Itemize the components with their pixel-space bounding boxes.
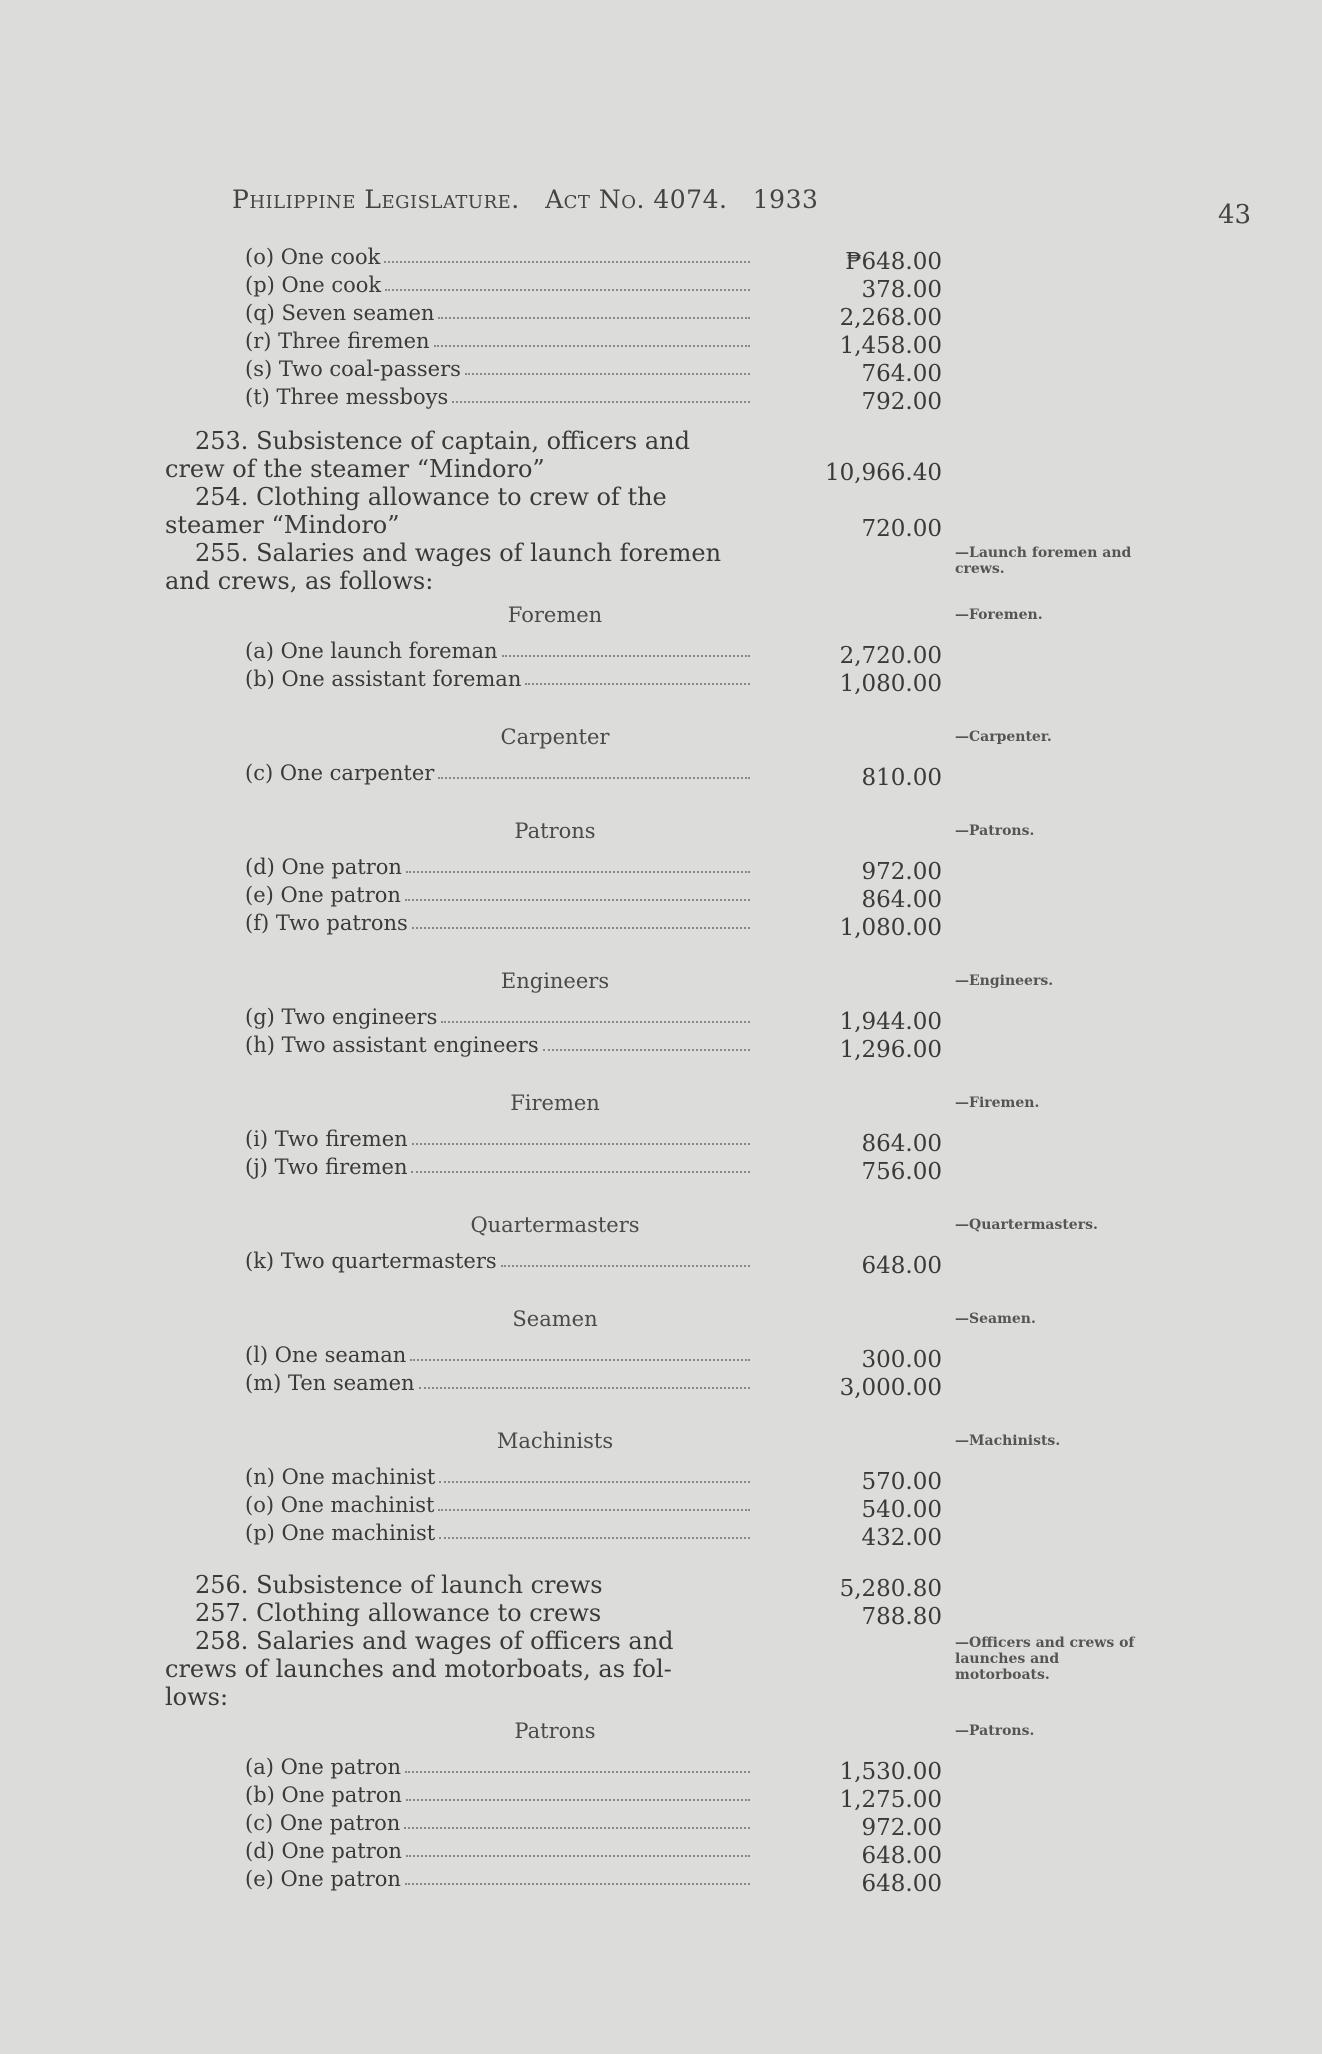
paragraph-line: crews of launches and motorboats, as fol- — [165, 1655, 672, 1683]
dot-leader — [441, 1021, 750, 1023]
paragraph-line: lows: — [165, 1683, 229, 1711]
item-label-line — [245, 385, 750, 409]
dot-leader — [438, 1509, 750, 1511]
item-amount: 2,268.00 — [839, 305, 942, 331]
list-item — [0, 1783, 1322, 1811]
dot-leader — [501, 1265, 750, 1267]
margin-note: —Quartermasters. — [955, 1217, 1098, 1233]
item-label-line — [245, 357, 750, 381]
section-heading — [0, 1205, 1322, 1249]
item-label-line — [245, 1249, 750, 1273]
dot-leader — [434, 345, 750, 347]
running-header — [232, 185, 818, 214]
item-amount: 764.00 — [861, 361, 942, 387]
list-item — [0, 639, 1322, 667]
item-label-line — [245, 1005, 750, 1029]
paragraph-text — [165, 483, 750, 539]
dot-leader — [452, 401, 750, 403]
item-label: (k) Two quartermasters — [245, 1249, 497, 1273]
margin-note: —Launch foremen and crews. — [955, 545, 1132, 577]
item-label-line — [245, 761, 750, 785]
item-label-line — [245, 1521, 750, 1545]
margin-note: —Carpenter. — [955, 729, 1052, 745]
list-item — [0, 1493, 1322, 1521]
paragraph-item — [0, 427, 1322, 486]
item-label-line — [245, 855, 750, 879]
item-amount: 864.00 — [861, 887, 942, 913]
item-label-line — [245, 1783, 750, 1807]
paragraph-item — [0, 539, 1322, 595]
list-item — [0, 1371, 1322, 1399]
item-label: (m) Ten seamen — [245, 1371, 415, 1395]
list-item — [0, 855, 1322, 883]
section-heading — [0, 1421, 1322, 1465]
item-label: (q) Seven seamen — [245, 301, 435, 325]
dot-leader — [406, 1799, 750, 1801]
item-label-line — [245, 1811, 750, 1835]
list-item — [0, 1249, 1322, 1277]
item-label: (c) One patron — [245, 1811, 401, 1835]
paragraph-line: 255. Salaries and wages of launch foremen — [195, 539, 722, 567]
spacer — [0, 939, 1322, 961]
item-label-line — [245, 1755, 750, 1779]
list-item — [0, 761, 1322, 789]
dot-leader — [438, 317, 750, 319]
paragraph-line: 258. Salaries and wages of officers and — [195, 1627, 674, 1655]
item-label-line — [245, 911, 750, 935]
list-item — [0, 301, 1322, 329]
dot-leader — [525, 683, 750, 685]
list-item — [0, 1811, 1322, 1839]
item-amount: ₱648.00 — [845, 249, 942, 275]
item-label-line — [245, 1465, 750, 1489]
item-label: (o) One cook — [245, 245, 381, 269]
section-heading-text: Firemen — [510, 1091, 600, 1115]
item-label: (b) One assistant foreman — [245, 667, 522, 691]
margin-note: —Firemen. — [955, 1095, 1040, 1111]
section-heading — [0, 717, 1322, 761]
list-item — [0, 385, 1322, 413]
section-heading-text: Foremen — [507, 603, 603, 627]
dot-leader — [502, 655, 750, 657]
item-label: (p) One machinist — [245, 1521, 436, 1545]
item-amount: 432.00 — [861, 1525, 942, 1551]
item-label: (i) Two firemen — [245, 1127, 408, 1151]
item-amount: 1,080.00 — [839, 915, 942, 941]
item-label: (d) One patron — [245, 855, 402, 879]
list-item — [0, 357, 1322, 385]
header-legislature: Philippine Legislature. — [232, 185, 520, 214]
paragraph-text — [165, 427, 750, 483]
item-label: (b) One patron — [245, 1783, 402, 1807]
item-label: (a) One launch foreman — [245, 639, 498, 663]
dot-leader — [438, 777, 750, 779]
section-heading-text: Carpenter — [500, 725, 610, 749]
item-label: (n) One machinist — [245, 1465, 436, 1489]
dot-leader — [419, 1387, 750, 1389]
item-label: (p) One cook — [245, 273, 382, 297]
spacer — [0, 695, 1322, 717]
section-heading-text: Machinists — [496, 1429, 614, 1453]
paragraph-line: 256. Subsistence of launch crews — [195, 1571, 603, 1599]
spacer — [0, 1399, 1322, 1421]
page-number: 43 — [1218, 200, 1252, 230]
list-item — [0, 1005, 1322, 1033]
paragraph-text — [165, 539, 750, 595]
dot-leader — [465, 373, 750, 375]
list-item — [0, 883, 1322, 911]
item-label-line — [245, 1127, 750, 1151]
item-amount: 648.00 — [861, 1843, 942, 1869]
item-label: (r) Three firemen — [245, 329, 430, 353]
section-heading-text: Quartermasters — [470, 1213, 640, 1237]
dot-leader — [412, 927, 750, 929]
item-label-line — [245, 1493, 750, 1517]
item-amount: 792.00 — [861, 389, 942, 415]
spacer — [0, 789, 1322, 811]
spacer — [0, 1277, 1322, 1299]
list-item — [0, 273, 1322, 301]
item-amount: 3,000.00 — [839, 1375, 942, 1401]
item-label: (h) Two assistant engineers — [245, 1033, 539, 1057]
list-item — [0, 1839, 1322, 1867]
item-label: (t) Three messboys — [245, 385, 449, 409]
item-label-line — [245, 1371, 750, 1395]
section-heading — [0, 1711, 1322, 1755]
section-heading — [0, 961, 1322, 1005]
item-label: (l) One seaman — [245, 1343, 407, 1367]
list-item — [0, 1155, 1322, 1183]
section-heading — [0, 1299, 1322, 1343]
item-label-line — [245, 639, 750, 663]
list-item — [0, 1343, 1322, 1371]
item-amount: 756.00 — [861, 1159, 942, 1185]
item-amount: 1,080.00 — [839, 671, 942, 697]
item-amount: 648.00 — [861, 1871, 942, 1897]
paragraph-text — [165, 1599, 750, 1627]
item-label: (c) One carpenter — [245, 761, 435, 785]
dot-leader — [543, 1049, 750, 1051]
section-heading — [0, 595, 1322, 639]
paragraph-item — [0, 1599, 1322, 1630]
dot-leader — [439, 1537, 750, 1539]
item-label: (e) One patron — [245, 1867, 401, 1891]
margin-note: —Machinists. — [955, 1433, 1061, 1449]
item-amount: 810.00 — [861, 765, 942, 791]
item-amount: 378.00 — [861, 277, 942, 303]
paragraph-amount: 720.00 — [861, 516, 942, 542]
dot-leader — [406, 871, 750, 873]
section-heading-text: Patrons — [514, 1719, 596, 1743]
item-label-line — [245, 1343, 750, 1367]
spacer — [0, 1549, 1322, 1571]
margin-note: —Foremen. — [955, 607, 1043, 623]
item-label: (a) One patron — [245, 1755, 402, 1779]
item-amount: 540.00 — [861, 1497, 942, 1523]
item-amount: 300.00 — [861, 1347, 942, 1373]
item-label: (g) Two engineers — [245, 1005, 438, 1029]
item-label-line — [245, 1155, 750, 1179]
spacer — [0, 1183, 1322, 1205]
dot-leader — [439, 1481, 750, 1483]
item-label: (j) Two firemen — [245, 1155, 408, 1179]
item-amount: 1,944.00 — [839, 1009, 942, 1035]
dot-leader — [385, 289, 750, 291]
margin-note: —Engineers. — [955, 973, 1054, 989]
item-label: (e) One patron — [245, 883, 401, 907]
paragraph-line: 257. Clothing allowance to crews — [195, 1599, 602, 1627]
header-act: Act No. 4074. — [545, 185, 728, 214]
paragraph-item — [0, 1627, 1322, 1711]
paragraph-line: 254. Clothing allowance to crew of the — [195, 483, 667, 511]
item-amount: 1,530.00 — [839, 1759, 942, 1785]
list-item — [0, 1465, 1322, 1493]
item-amount: 2,720.00 — [839, 643, 942, 669]
item-amount: 972.00 — [861, 1815, 942, 1841]
section-heading-text: Engineers — [500, 969, 610, 993]
paragraph-amount: 5,280.80 — [839, 1576, 942, 1602]
margin-note: —Officers and crews of launches and motorboats. — [955, 1635, 1135, 1683]
section-heading-text: Patrons — [514, 819, 596, 843]
paragraph-text — [165, 1571, 750, 1599]
item-amount: 1,275.00 — [839, 1787, 942, 1813]
item-label-line — [245, 667, 750, 691]
appropriation-list — [0, 245, 1322, 1895]
item-label: (o) One machinist — [245, 1493, 435, 1517]
item-label: (f) Two patrons — [245, 911, 408, 935]
item-amount: 1,296.00 — [839, 1037, 942, 1063]
margin-note: —Patrons. — [955, 1723, 1035, 1739]
item-label-line — [245, 1867, 750, 1891]
item-amount: 864.00 — [861, 1131, 942, 1157]
dot-leader — [410, 1359, 750, 1361]
dot-leader — [412, 1143, 750, 1145]
margin-note: —Patrons. — [955, 823, 1035, 839]
item-label-line — [245, 1839, 750, 1863]
list-item — [0, 1755, 1322, 1783]
list-item — [0, 245, 1322, 273]
list-item — [0, 1033, 1322, 1061]
dot-leader — [384, 261, 750, 263]
dot-leader — [411, 1171, 750, 1173]
item-amount: 1,458.00 — [839, 333, 942, 359]
spacer — [0, 1061, 1322, 1083]
item-label-line — [245, 883, 750, 907]
item-amount: 648.00 — [861, 1253, 942, 1279]
paragraph-text — [165, 1627, 750, 1711]
paragraph-item — [0, 483, 1322, 542]
margin-note: —Seamen. — [955, 1311, 1036, 1327]
dot-leader — [404, 1827, 750, 1829]
list-item — [0, 1127, 1322, 1155]
paragraph-amount: 788.80 — [861, 1604, 942, 1630]
item-label-line — [245, 245, 750, 269]
paragraph-line: and crews, as follows: — [165, 567, 434, 595]
list-item — [0, 1521, 1322, 1549]
dot-leader — [405, 1771, 750, 1773]
list-item — [0, 911, 1322, 939]
item-label: (s) Two coal-passers — [245, 357, 461, 381]
header-year: 1933 — [752, 185, 819, 214]
item-amount: 972.00 — [861, 859, 942, 885]
paragraph-line: 253. Subsistence of captain, officers and — [195, 427, 690, 455]
paragraph-item — [0, 1571, 1322, 1602]
item-label: (d) One patron — [245, 1839, 402, 1863]
item-label-line — [245, 329, 750, 353]
list-item — [0, 329, 1322, 357]
paragraph-line: crew of the steamer “Mindoro” — [165, 455, 545, 483]
section-heading — [0, 811, 1322, 855]
dot-leader — [406, 1855, 750, 1857]
section-heading-text: Seamen — [512, 1307, 598, 1331]
item-label-line — [245, 273, 750, 297]
paragraph-line: steamer “Mindoro” — [165, 511, 400, 539]
paragraph-amount: 10,966.40 — [824, 460, 942, 486]
list-item — [0, 1867, 1322, 1895]
spacer — [0, 413, 1322, 427]
dot-leader — [405, 899, 750, 901]
item-label-line — [245, 301, 750, 325]
list-item — [0, 667, 1322, 695]
item-label-line — [245, 1033, 750, 1057]
section-heading — [0, 1083, 1322, 1127]
item-amount: 570.00 — [861, 1469, 942, 1495]
dot-leader — [405, 1883, 750, 1885]
